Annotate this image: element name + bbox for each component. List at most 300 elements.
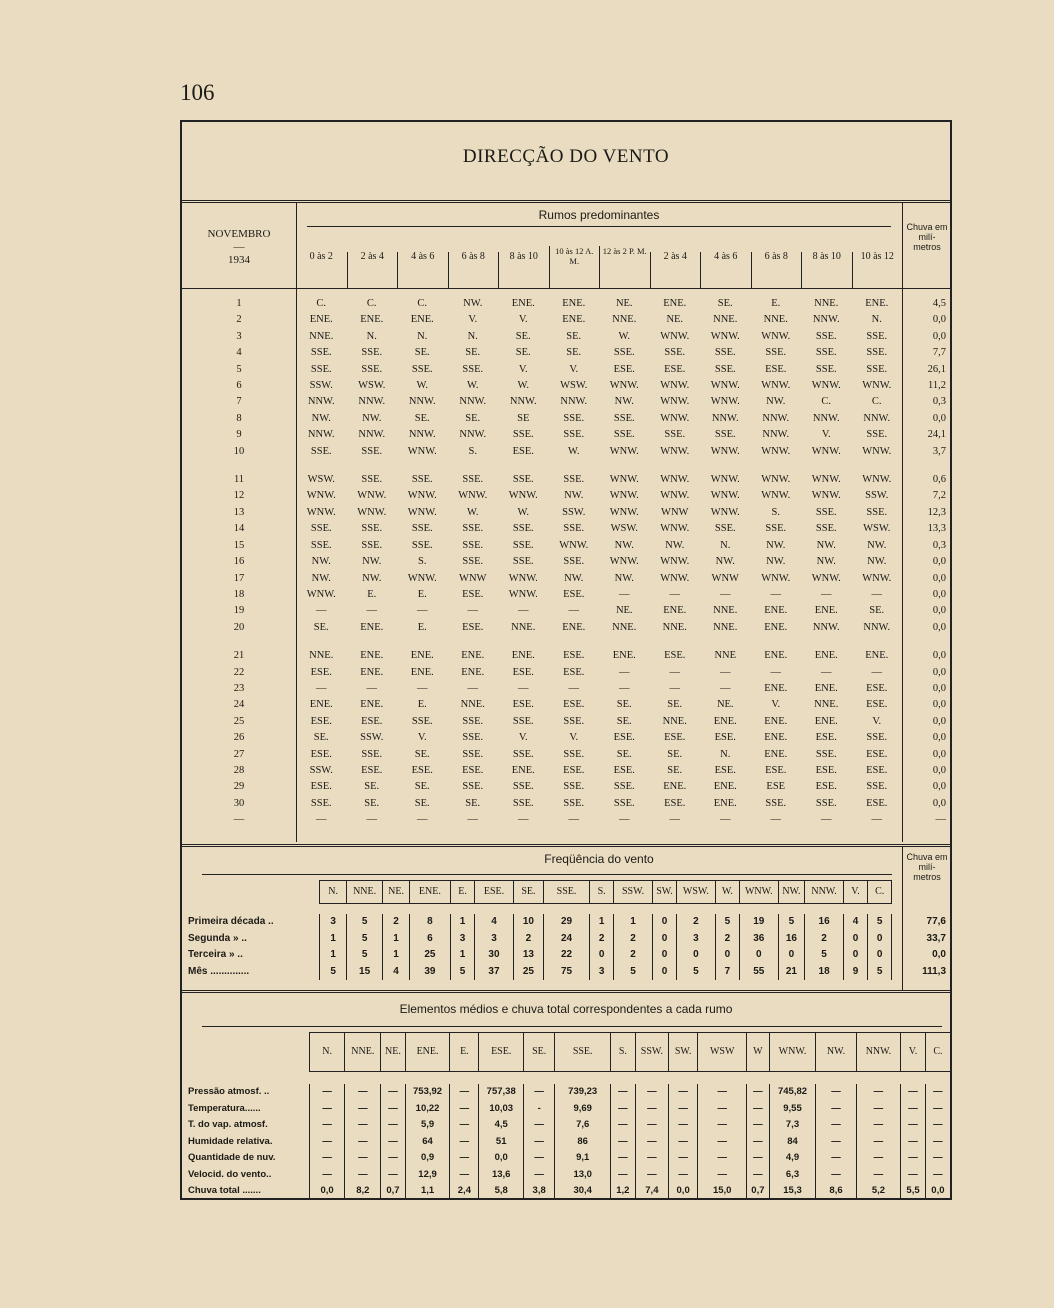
direction-cell: SE. — [465, 412, 481, 424]
direction-cell: N. — [417, 330, 428, 342]
direction-cell: WNW. — [660, 572, 690, 584]
elem-value: — — [381, 1150, 406, 1167]
direction-cell: ESE. — [866, 699, 888, 711]
elem-value: — — [611, 1150, 636, 1167]
elem-row-label: Quantidade de nuv. — [188, 1152, 276, 1163]
direction-cell: NNW. — [812, 412, 840, 424]
freq-column-header: WSW. — [677, 881, 716, 904]
direction-cell: SSE. — [512, 797, 534, 809]
freq-top-rule — [182, 844, 950, 847]
elem-value: — — [381, 1101, 406, 1118]
direction-cell: — — [366, 605, 377, 617]
direction-cell: ENE. — [814, 650, 838, 662]
direction-cell: WNW — [661, 506, 689, 518]
direction-cell: SSE. — [866, 363, 888, 375]
elem-value: 3,8 — [524, 1183, 555, 1200]
direction-cell: NW. — [311, 412, 331, 424]
direction-cell: WNW. — [811, 474, 841, 486]
direction-cell: ESE. — [866, 764, 888, 776]
direction-cell: NNW. — [358, 429, 386, 441]
direction-cell: SSE. — [563, 523, 585, 535]
elem-value: 2,4 — [450, 1183, 479, 1200]
direction-cell: WNW. — [609, 556, 639, 568]
freq-value: 10 — [513, 914, 543, 931]
direction-cell: NNW. — [812, 621, 840, 633]
direction-cell: — — [720, 666, 731, 678]
table-row — [182, 378, 950, 394]
elem-value: — — [669, 1117, 698, 1134]
direction-cell: SSE. — [462, 556, 484, 568]
direction-cell: SSE. — [462, 363, 484, 375]
direction-cell: NNW. — [459, 396, 487, 408]
day-cell: 21 — [233, 650, 245, 662]
elem-value: — — [669, 1150, 698, 1167]
direction-cell: — — [669, 666, 680, 678]
freq-value: 16 — [805, 914, 844, 931]
direction-cell: ESE. — [462, 588, 484, 600]
direction-cell: E. — [417, 588, 427, 600]
table-row — [182, 505, 950, 521]
direction-cell: SSE. — [512, 748, 534, 760]
elem-value: — — [901, 1117, 926, 1134]
direction-cell: SSE. — [866, 732, 888, 744]
direction-cell: ESE. — [714, 732, 736, 744]
day-cell: 15 — [233, 539, 245, 551]
direction-cell: SSE. — [512, 539, 534, 551]
direction-cell: ESE. — [815, 732, 837, 744]
elem-value: — — [450, 1101, 479, 1118]
direction-cell: ESE. — [664, 363, 686, 375]
direction-cell: SSE. — [613, 347, 635, 359]
table-row — [182, 1134, 950, 1151]
elem-column-header: NW. — [816, 1033, 856, 1072]
direction-cell: — — [417, 605, 428, 617]
direction-cell: WNW. — [660, 445, 690, 457]
direction-cell: ENE. — [360, 621, 384, 633]
table-row — [182, 554, 950, 570]
direction-cell: ESE. — [512, 666, 534, 678]
freq-value: 4 — [843, 914, 867, 931]
freq-value: 22 — [544, 947, 590, 964]
direction-cell: NW. — [463, 298, 483, 309]
direction-cell: ENE. — [814, 605, 838, 617]
direction-cell: SE. — [667, 764, 683, 776]
direction-cell: — — [366, 814, 377, 826]
direction-cell: N. — [467, 330, 478, 342]
elem-value: — — [925, 1084, 950, 1101]
period-header: 8 às 10 — [801, 252, 852, 288]
direction-cell: SSE. — [310, 523, 332, 535]
chuva-cell: 24,1 — [927, 429, 946, 441]
elem-value: — — [816, 1101, 856, 1118]
direction-cell: SSE. — [310, 347, 332, 359]
elem-value: 757,38 — [479, 1084, 524, 1101]
elem-value: 7,6 — [555, 1117, 611, 1134]
elements-table — [182, 1032, 950, 1200]
direction-cell: N. — [366, 330, 377, 342]
direction-cell: ENE. — [713, 715, 737, 727]
elem-value: 0,7 — [381, 1183, 406, 1200]
freq-value: 8 — [409, 914, 450, 931]
direction-cell: — — [518, 682, 529, 694]
elem-column-header: NNW. — [856, 1033, 901, 1072]
direction-cell: N. — [871, 314, 882, 326]
direction-cell: — — [619, 814, 630, 826]
freq-value: 6 — [409, 931, 450, 948]
table-row — [182, 472, 950, 488]
elem-value: — — [816, 1084, 856, 1101]
direction-cell: SSE. — [563, 797, 585, 809]
freq-value: 5 — [805, 947, 844, 964]
direction-cell: ENE. — [511, 650, 535, 662]
freq-value: 24 — [544, 931, 590, 948]
direction-cell: NW. — [564, 572, 584, 584]
direction-cell: — — [568, 605, 579, 617]
direction-cell: NNW. — [459, 429, 487, 441]
direction-cell: NNW. — [560, 396, 588, 408]
direction-cell: SSE. — [714, 429, 736, 441]
freq-value: 29 — [544, 914, 590, 931]
direction-cell: — — [770, 588, 781, 600]
freq-value: 5 — [778, 914, 805, 931]
direction-cell: SSE. — [866, 781, 888, 793]
freq-value: 39 — [409, 964, 450, 981]
direction-cell: ESE — [766, 781, 786, 793]
direction-cell: WNW. — [710, 490, 740, 502]
chuva-cell: 0,0 — [932, 666, 946, 678]
elem-column-header: SE. — [524, 1033, 555, 1072]
direction-cell: SSE. — [664, 429, 686, 441]
elem-top-rule — [182, 990, 950, 993]
elem-column-header: SW. — [669, 1033, 698, 1072]
elem-value: — — [635, 1150, 668, 1167]
direction-cell: SSE. — [361, 523, 383, 535]
direction-cell: WNW. — [357, 490, 387, 502]
chuva-cell: 3,7 — [932, 445, 946, 457]
direction-cell: SE. — [667, 748, 683, 760]
direction-cell: SSE. — [563, 748, 585, 760]
elem-value: — — [635, 1084, 668, 1101]
direction-cell: ENE. — [562, 298, 586, 309]
table-row — [182, 714, 950, 730]
direction-cell: NNW. — [307, 429, 335, 441]
direction-cell: V. — [468, 314, 478, 326]
direction-cell: NW. — [311, 572, 331, 584]
elem-value: 0,0 — [309, 1183, 345, 1200]
table-row — [182, 648, 950, 664]
direction-cell: SSE. — [765, 347, 787, 359]
direction-cell: ENE. — [511, 764, 535, 776]
direction-cell: SE. — [515, 330, 531, 342]
freq-value: 1 — [320, 931, 347, 948]
direction-cell: SSE. — [563, 781, 585, 793]
elem-value: — — [381, 1084, 406, 1101]
freq-value: 1 — [383, 947, 410, 964]
direction-cell: NNE. — [309, 650, 334, 662]
direction-cell: SE. — [414, 781, 430, 793]
freq-row-label: Terceira » .. — [188, 949, 243, 960]
elem-value: 5,2 — [856, 1183, 901, 1200]
freq-row-label: Mês .............. — [188, 965, 250, 977]
direction-cell: WSW. — [610, 523, 638, 535]
chuva-cell: 0,0 — [932, 314, 946, 326]
table-row — [182, 587, 950, 603]
direction-cell: — — [518, 605, 529, 617]
direction-cell: NW. — [867, 556, 887, 568]
direction-cell: NW. — [362, 412, 382, 424]
direction-cell: SE — [517, 412, 530, 424]
direction-cell: SSE. — [462, 474, 484, 486]
period-header: 2 às 4 — [650, 252, 701, 288]
direction-cell: NW. — [614, 572, 634, 584]
freq-value: 2 — [715, 931, 739, 948]
freq-value: 5 — [346, 914, 382, 931]
elem-value: 745,82 — [769, 1084, 816, 1101]
elem-value: — — [635, 1101, 668, 1118]
freq-value: 2 — [513, 931, 543, 948]
direction-cell: ENE. — [612, 650, 636, 662]
direction-cell: WNW. — [862, 474, 892, 486]
table-row — [182, 1101, 950, 1118]
freq-header-blank — [182, 881, 320, 904]
direction-cell: NW. — [614, 396, 634, 408]
elem-row-label: Pressão atmosf. .. — [188, 1086, 270, 1097]
period-header: 10 às 12 A. M. — [549, 246, 600, 288]
direction-cell: ENE. — [360, 314, 384, 326]
direction-cell: SSE. — [512, 523, 534, 535]
direction-cell: N. — [720, 539, 731, 551]
day-cell: 5 — [236, 363, 242, 375]
direction-cell: — — [871, 666, 882, 678]
day-cell: 10 — [233, 445, 245, 457]
elem-value: — — [698, 1150, 747, 1167]
elem-value: — — [856, 1101, 901, 1118]
direction-cell: SSE. — [765, 523, 787, 535]
elem-value: — — [856, 1134, 901, 1151]
direction-cell: V. — [872, 715, 882, 727]
table-row — [182, 1150, 950, 1167]
day-cell: 9 — [236, 429, 242, 441]
freq-column-header: SE. — [513, 881, 543, 904]
table-row — [182, 488, 950, 504]
direction-cell: SE. — [616, 699, 632, 711]
direction-cell: ENE. — [562, 621, 586, 633]
period-header: 6 às 8 — [448, 252, 499, 288]
elem-value: — — [901, 1101, 926, 1118]
elem-value: 10,22 — [405, 1101, 450, 1118]
direction-cell: NNW. — [408, 396, 436, 408]
direction-cell: N. — [720, 748, 731, 760]
direction-cell: NNE — [714, 650, 737, 662]
elem-header-blank — [182, 1033, 309, 1072]
elem-value: 4,5 — [479, 1117, 524, 1134]
direction-cell: SSW. — [562, 506, 586, 518]
direction-cell: NW. — [816, 556, 836, 568]
table-row — [182, 763, 950, 779]
direction-cell: ENE. — [764, 732, 788, 744]
direction-cell: E. — [771, 298, 781, 309]
elem-title: Elementos médios e chuva total correspondentes a cada rumo — [399, 1002, 733, 1016]
freq-value: 18 — [805, 964, 844, 981]
elem-value: — — [669, 1167, 698, 1184]
direction-cell: SSE. — [512, 556, 534, 568]
direction-cell: NNE. — [713, 605, 738, 617]
elem-value: — — [450, 1167, 479, 1184]
direction-cell: SE. — [616, 715, 632, 727]
direction-cell: E. — [417, 621, 427, 633]
day-cell: 7 — [236, 396, 242, 408]
elem-value: — — [309, 1084, 345, 1101]
direction-cell: NW. — [766, 539, 786, 551]
direction-cell: ESE. — [563, 764, 585, 776]
direction-cell: — — [821, 666, 832, 678]
direction-cell: ENE. — [814, 682, 838, 694]
direction-cell: — — [316, 682, 327, 694]
direction-cell: NNW. — [358, 396, 386, 408]
direction-cell: ESE. — [563, 699, 585, 711]
direction-cell: SSE. — [411, 474, 433, 486]
direction-cell: SSE. — [563, 474, 585, 486]
direction-cell: ESE. — [310, 715, 332, 727]
direction-cell: ENE. — [461, 650, 485, 662]
direction-cell: WNW. — [407, 572, 437, 584]
direction-cell: SE. — [414, 797, 430, 809]
chuva-cell: 0,0 — [932, 781, 946, 793]
chuva-cell: 0,0 — [932, 330, 946, 342]
direction-cell: ESE. — [664, 650, 686, 662]
freq-value: 1 — [450, 947, 474, 964]
direction-cell: ESE. — [563, 666, 585, 678]
freq-value: 3 — [677, 931, 716, 948]
day-cell: 23 — [233, 682, 245, 694]
direction-cell: SSE. — [310, 797, 332, 809]
table-row — [182, 747, 950, 763]
day-cell: 20 — [233, 621, 245, 633]
day-cell: 2 — [236, 314, 242, 326]
freq-value: 2 — [614, 947, 653, 964]
freq-value: 1 — [383, 931, 410, 948]
direction-cell: ESE. — [512, 445, 534, 457]
direction-cell: WNW. — [407, 506, 437, 518]
table-row — [182, 444, 950, 460]
freq-value: 5 — [715, 914, 739, 931]
direction-cell: W. — [466, 506, 479, 518]
direction-cell: NNW. — [509, 396, 537, 408]
direction-cell: SE. — [465, 347, 481, 359]
direction-cell: ESE. — [664, 797, 686, 809]
chuva-cell: 0,0 — [932, 682, 946, 694]
direction-cell: WNW. — [710, 445, 740, 457]
direction-cell: SSE. — [361, 474, 383, 486]
direction-cell: WNW. — [811, 380, 841, 392]
elem-value: 6,3 — [769, 1167, 816, 1184]
direction-cell: ESE. — [765, 363, 787, 375]
elem-value: — — [816, 1167, 856, 1184]
period-header: 0 às 2 — [309, 251, 333, 262]
table-row — [182, 394, 950, 410]
direction-cell: ESE. — [765, 764, 787, 776]
direction-cell: SSE. — [563, 715, 585, 727]
main-header-divider — [182, 288, 950, 289]
day-cell: 28 — [233, 764, 245, 776]
direction-cell: ENE. — [764, 715, 788, 727]
elem-value: 739,23 — [555, 1084, 611, 1101]
elem-column-header: C. — [925, 1033, 950, 1072]
chuva-cell: 0,0 — [932, 588, 946, 600]
elem-value: 13,0 — [555, 1167, 611, 1184]
direction-cell: SE. — [869, 605, 885, 617]
freq-value: 77,6 — [892, 914, 950, 931]
table-row — [182, 665, 950, 681]
direction-cell: SSE. — [411, 539, 433, 551]
group-spacer — [182, 460, 950, 472]
elem-value: — — [747, 1084, 769, 1101]
direction-cell: — — [568, 814, 579, 826]
chuva-cell: 0,0 — [932, 572, 946, 584]
direction-cell: SSE. — [512, 474, 534, 486]
direction-cell: ESE. — [462, 764, 484, 776]
elem-value: 0,7 — [747, 1183, 769, 1200]
direction-cell: NW. — [311, 556, 331, 568]
direction-cell: WNW. — [710, 474, 740, 486]
table-row — [182, 1183, 950, 1200]
wind-direction-table — [182, 296, 950, 829]
chuva-cell: 0,6 — [932, 474, 946, 486]
direction-cell: NNE. — [713, 621, 738, 633]
direction-cell: NNE. — [460, 699, 485, 711]
direction-cell: — — [669, 682, 680, 694]
elem-value: — — [635, 1167, 668, 1184]
direction-cell: WNW. — [761, 490, 791, 502]
direction-cell: SSE. — [866, 330, 888, 342]
elem-value: — — [450, 1134, 479, 1151]
elem-value: — — [698, 1101, 747, 1118]
direction-cell: ESE. — [664, 732, 686, 744]
direction-cell: ENE. — [764, 605, 788, 617]
direction-cell: WNW. — [710, 506, 740, 518]
elem-value: — — [345, 1167, 381, 1184]
direction-cell: NNE. — [713, 314, 738, 326]
chuva-cell: 0,0 — [932, 650, 946, 662]
chuva-cell: — — [935, 814, 946, 826]
table-row — [182, 538, 950, 554]
table-row — [182, 931, 950, 948]
freq-column-header: ENE. — [409, 881, 450, 904]
freq-row-label: Segunda » .. — [188, 932, 247, 944]
direction-cell: NW. — [867, 539, 887, 551]
direction-cell: SSE. — [462, 748, 484, 760]
freq-column-header: C. — [868, 881, 892, 904]
direction-cell: WNW — [711, 572, 739, 584]
elem-value: 51 — [479, 1134, 524, 1151]
elem-value: — — [309, 1150, 345, 1167]
freq-value: 0 — [590, 947, 614, 964]
direction-cell: V. — [821, 429, 831, 441]
elem-value: 0,0 — [669, 1183, 698, 1200]
direction-cell: NE. — [716, 699, 734, 711]
elem-value: — — [381, 1167, 406, 1184]
direction-cell: NW. — [715, 556, 735, 568]
freq-value: 5 — [614, 964, 653, 981]
elem-value: 0,0 — [479, 1150, 524, 1167]
direction-cell: WNW. — [710, 380, 740, 392]
freq-value: 0 — [652, 931, 676, 948]
freq-value: 2 — [614, 931, 653, 948]
direction-cell: ENE. — [764, 621, 788, 633]
direction-cell: SSE. — [512, 429, 534, 441]
elem-column-header: W — [747, 1033, 769, 1072]
chuva-cell: 0,3 — [932, 539, 946, 551]
